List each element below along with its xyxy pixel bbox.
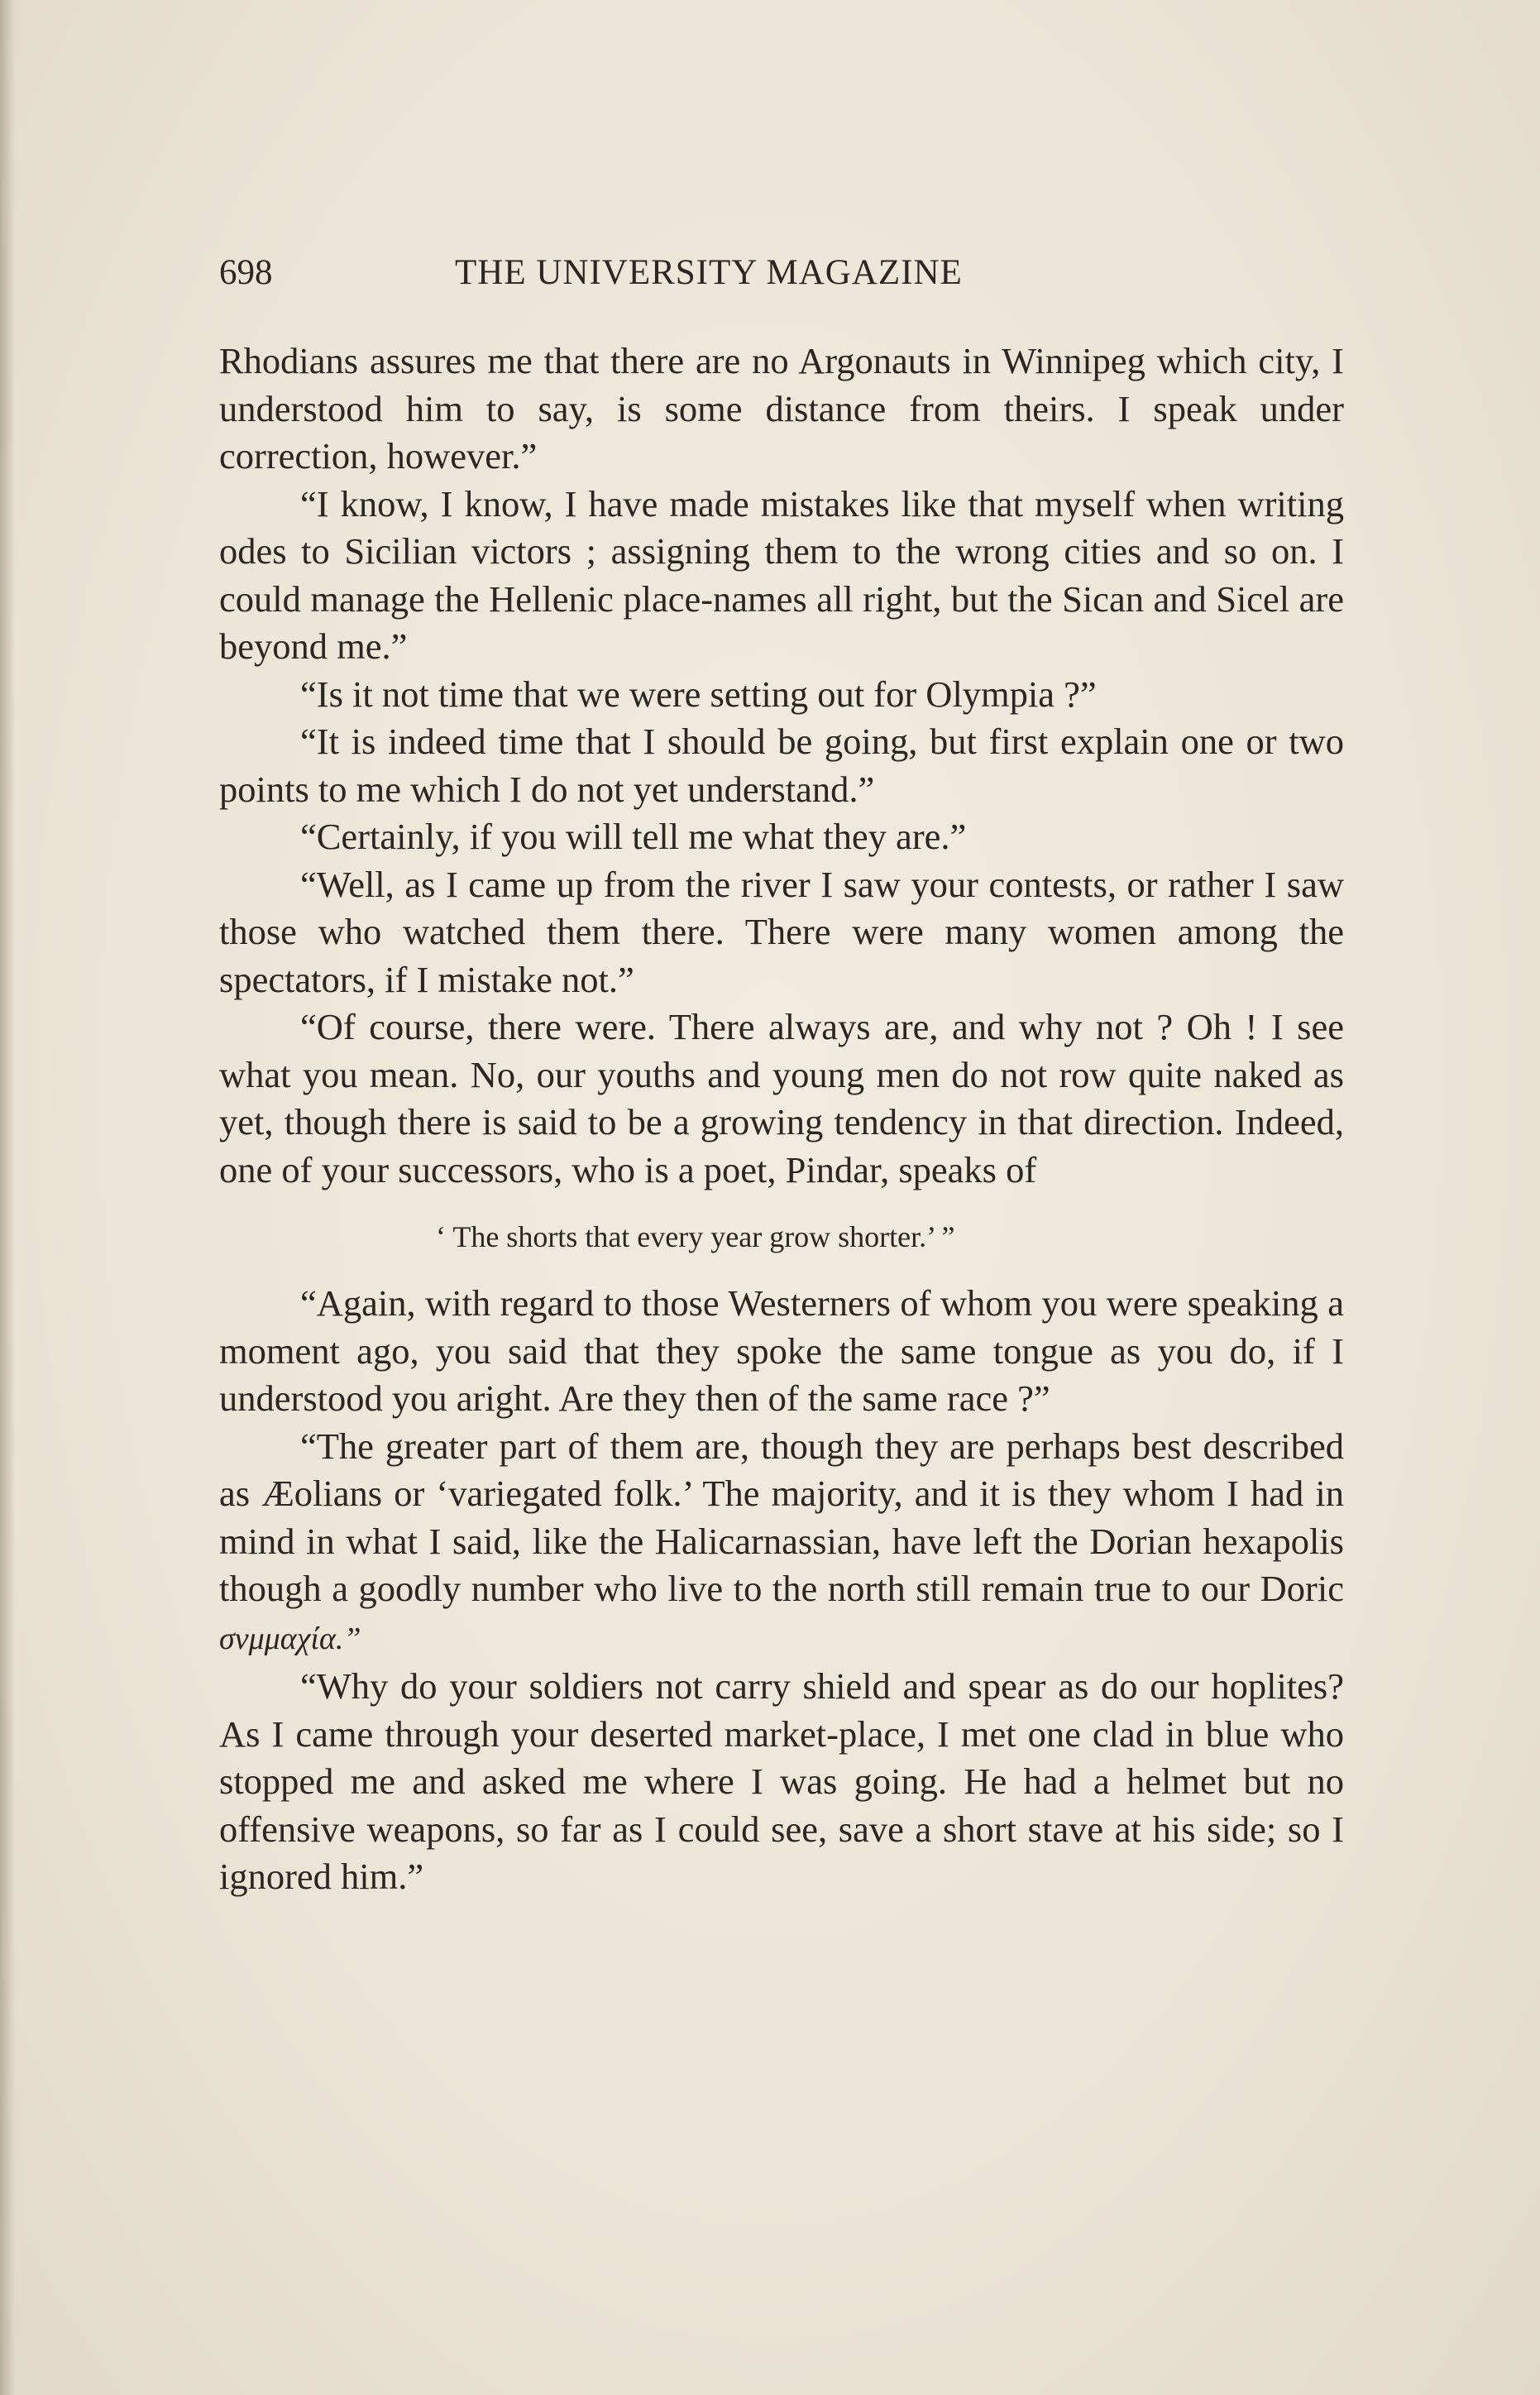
greek-word: σνμμαχία.”: [219, 1621, 361, 1656]
page-edge-shadow: [0, 0, 15, 2395]
page-header: [219, 252, 1344, 302]
paragraph: “Of course, there were. There always are, and why not ? Oh ! I see what you mean. No, our youths and young men do not row quite naked as yet, though there is said to be a growing tendency in that direction. Indeed, one of your successors, who is a poet, Pindar, speaks of: [219, 1006, 1344, 1190]
paragraph: “Well, as I came up from the river I saw your contests, or rather I saw those who watched them there. There were many women among the spectators, if I mistake not.”: [219, 863, 1344, 1000]
paragraph-continued: Rhodians assures me that there are no Argonauts in Winnipeg which city, I understood him to say, is some distance from theirs. I speak under correction, however.”: [219, 340, 1344, 477]
body-text: [219, 338, 1344, 1901]
paragraph: “I know, I know, I have made mistakes like that myself when writing odes to Sicilian victors ; assigning them to the wrong cities and so on. I could manage the Hellenic place-names all right, but the Sican and Sicel are beyond me.”: [219, 482, 1344, 667]
running-head: THE UNIVERSITY MAGAZINE: [455, 253, 963, 292]
paragraph: “Again, with regard to those Westerners of whom you were speaking a moment ago, you said that they spoke the same tongue as you do, if I understood you aright. Are they then of the same race ?”: [219, 1282, 1344, 1419]
paragraph: “Certainly, if you will tell me what they are.”: [300, 816, 967, 857]
block-quote: ‘ The shorts that every year grow shorter.’ ”: [436, 1220, 955, 1253]
paragraph: “It is indeed time that I should be going, but first explain one or two points to me which I do not yet understand.”: [219, 721, 1344, 810]
paragraph-text: “The greater part of them are, though they are perhaps best described as Æolians or ‘variegated folk.’ The majority, and it is they whom I had in mind in what I said, like the Halicarnassian, have left the Dorian hexapolis though a goodly number who live to the north still remain true to our Doric: [219, 1425, 1344, 1609]
paragraph: [219, 1423, 1344, 1664]
page-number: 698: [219, 253, 273, 292]
paragraph: “Why do your soldiers not carry shield and spear as do our hoplites? As I came through your deserted market-place, I met one clad in blue who stopped me and asked me where I was going. He had a helmet but no offensive weapons, so far as I could see, save a short stave at his side; so I ignored him.”: [219, 1665, 1344, 1897]
paragraph: “Is it not time that we were setting out for Olympia ?”: [300, 673, 1097, 715]
